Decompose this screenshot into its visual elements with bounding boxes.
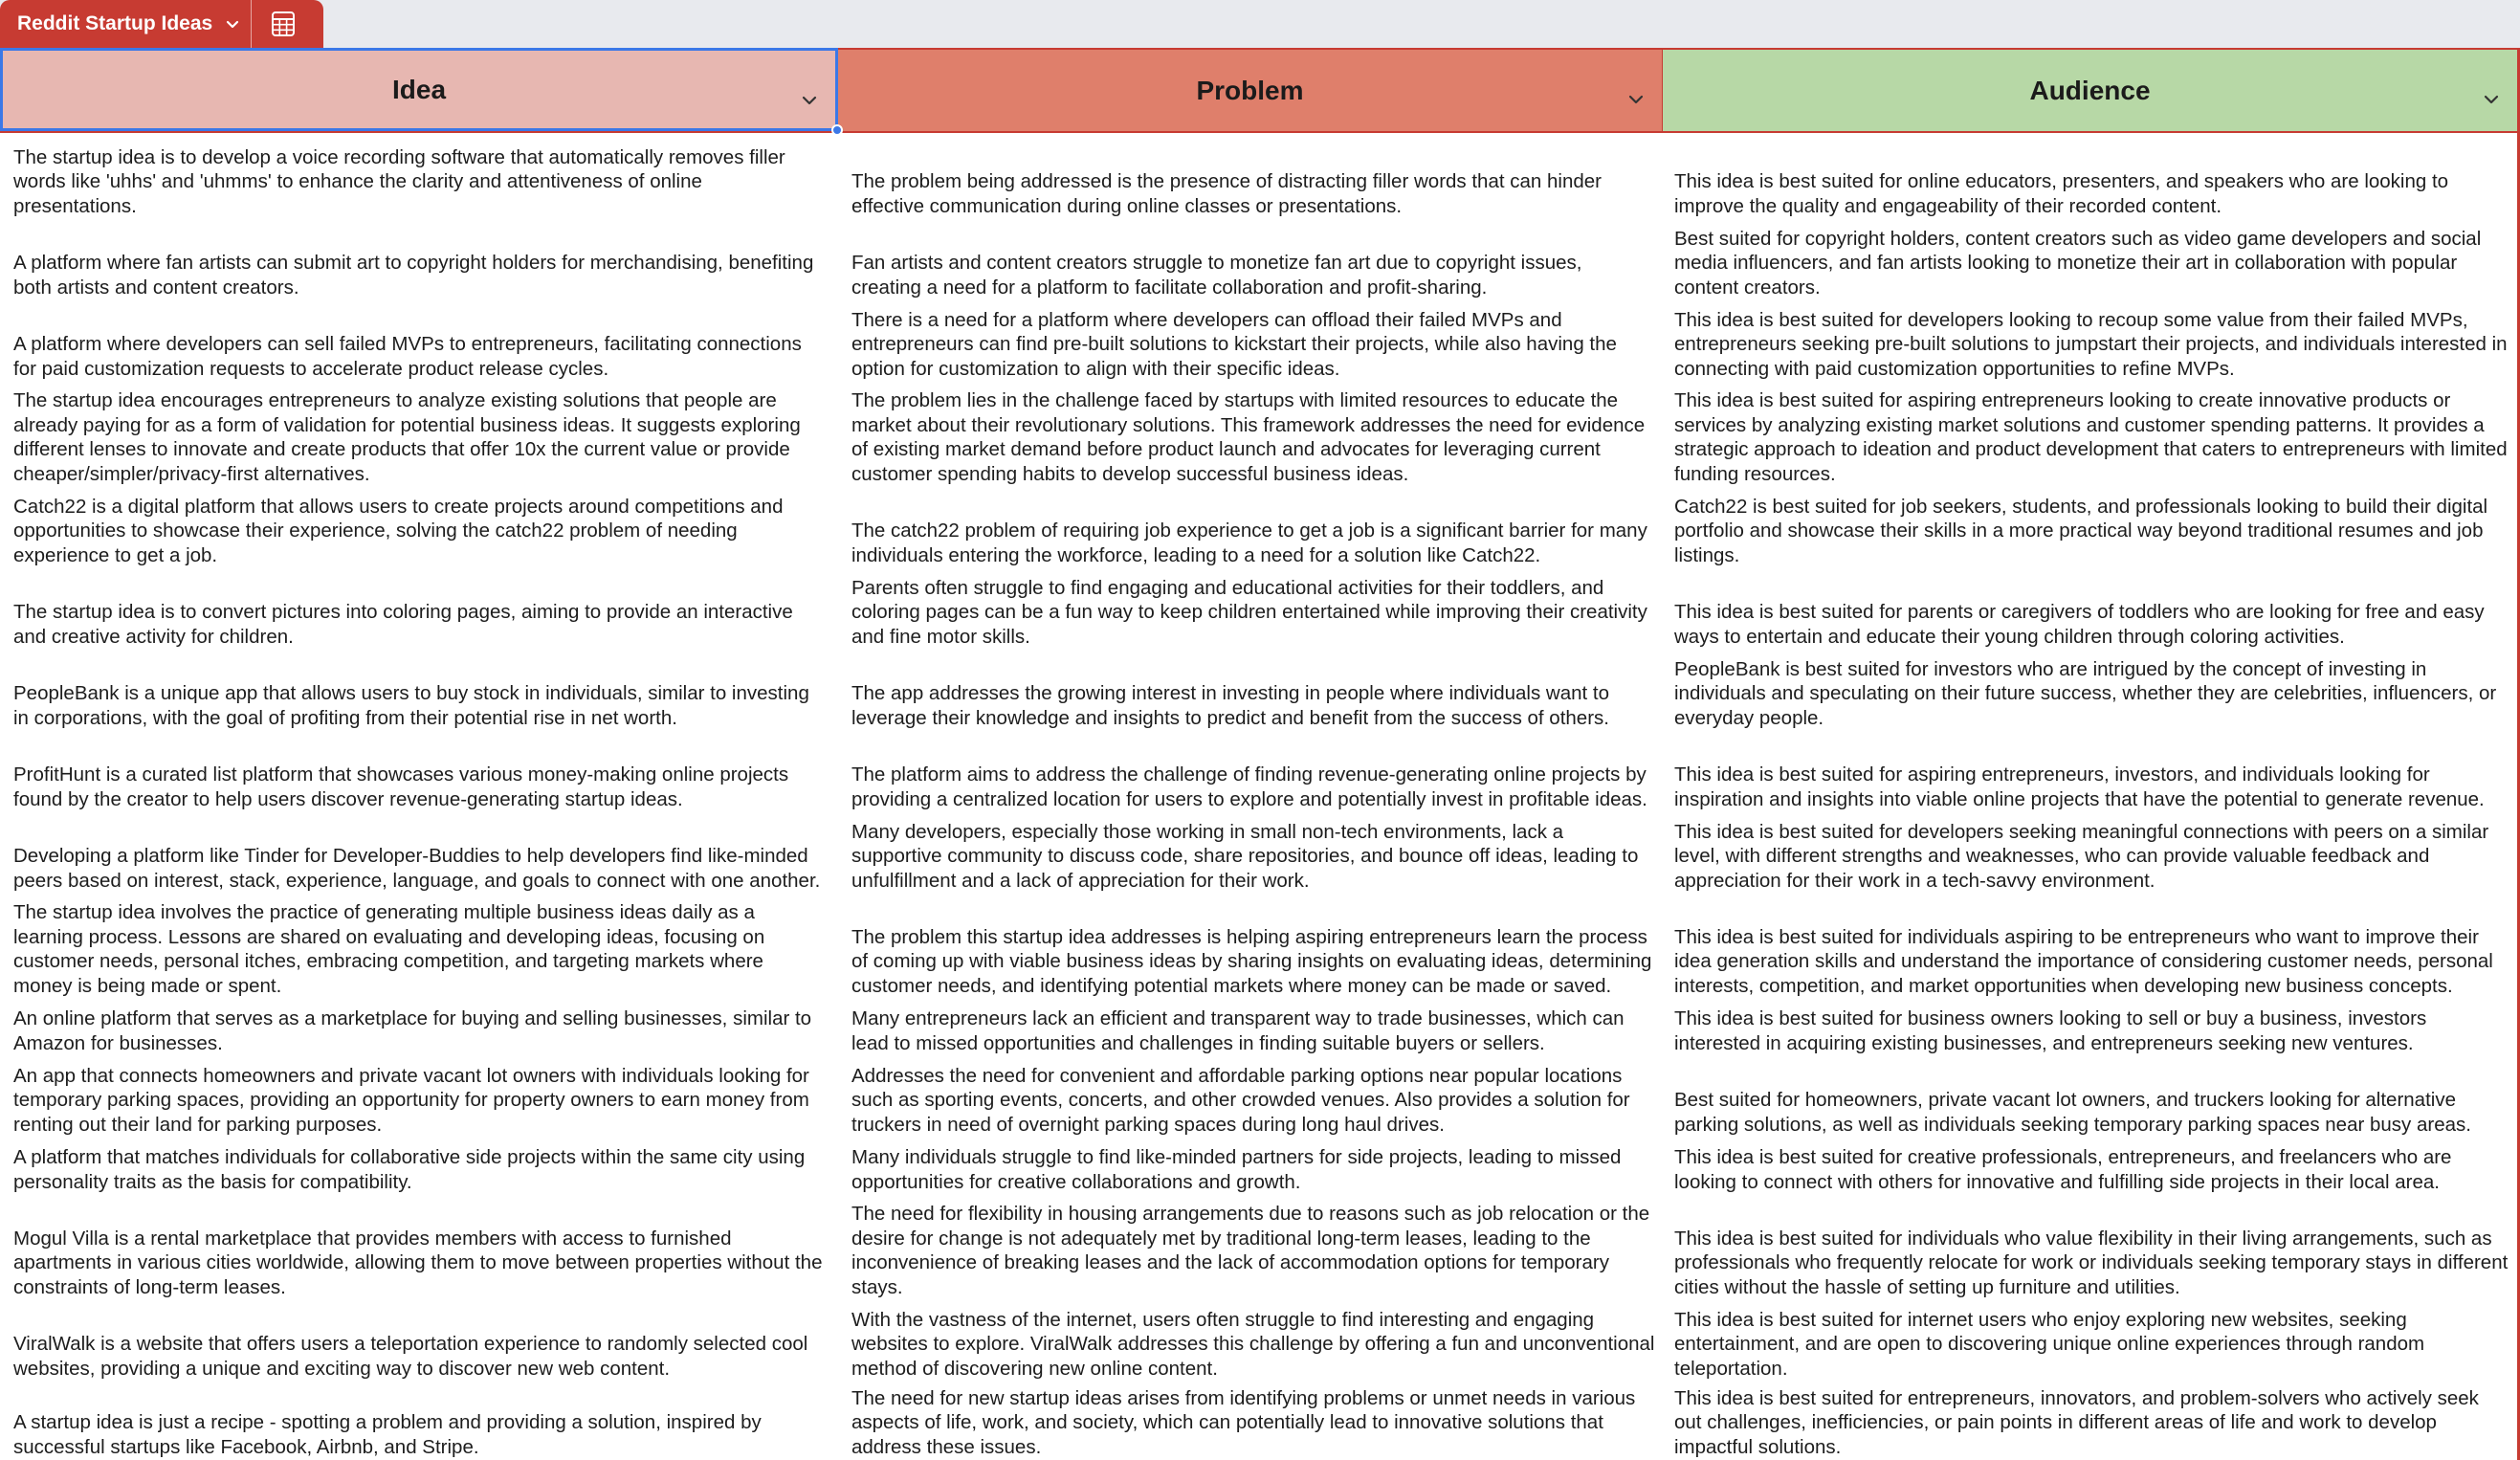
cell-idea[interactable]: A startup idea is just a recipe - spotting a problem and providing a solution, inspired by successful startups like Facebook, Airbnb, and Stripe. [13,1411,762,1458]
cell-audience[interactable]: This idea is best suited for online educators, presenters, and speakers who are looking to improve the quality and engageability of their recorded content. [1674,170,2449,217]
cell-idea[interactable]: The startup idea involves the practice of generating multiple business ideas daily as a learning process. Lessons are shared on evaluating and developing ideas, focusing on customer needs, personal itches, embracing competition, and targeting markets where money is being made or spent. [13,901,765,997]
cell-idea[interactable]: ViralWalk is a website that offers users a teleportation experience to randomly selected cool websites, providing a unique and exciting way to discover new web content. [13,1333,808,1380]
cell-problem[interactable]: Fan artists and content creators struggle to monetize fan art due to copyright issues, creating a need for a platform to facilitate collaboration and profit-sharing. [851,252,1582,299]
cell-problem[interactable]: Many developers, especially those working in small non-tech environments, lack a supportive community to discuss code, share repositories, and bounce off ideas, leading to unfulfillment and a lack of appreciation for their work. [851,820,1639,892]
cell-problem[interactable]: Addresses the need for convenient and affordable parking options near popular locations such as sporting events, concerts, and other crowded venues. Also provides a solution for truckers in need of overnight parking spaces during long haul drives. [851,1064,1630,1136]
cell-problem[interactable]: The platform aims to address the challenge of finding revenue-generating online projects by providing a centralized location for users to explore and potentially invest in profitable ideas. [851,763,1647,810]
cell-idea[interactable]: A platform where developers can sell failed MVPs to entrepreneurs, facilitating connections for paid customization requests to accelerate product release cycles. [13,333,802,380]
table-row[interactable] [0,300,2516,382]
chevron-down-icon[interactable] [1627,81,1645,112]
cell-problem[interactable]: The problem this startup idea addresses is helping aspiring entrepreneurs learn the process of coming up with viable business ideas by sharing insights on evaluating ideas, determining customer needs, and identifying potential markets where money can be made or saved. [851,925,1652,997]
cell-audience[interactable]: Best suited for copyright holders, content creators such as video game developers and social media influencers, and fan artists looking to monetize their art in collaboration with popular content creators. [1674,227,2482,299]
table-tab[interactable] [0,0,323,48]
table-row[interactable] [0,568,2516,650]
cell-audience[interactable]: This idea is best suited for parents or caregivers of toddlers who are looking for free and easy ways to entertain and educate their young children through coloring activities. [1674,601,2485,648]
chevron-down-icon[interactable] [2483,81,2500,112]
cell-idea[interactable]: The startup idea is to develop a voice recording software that automatically removes filler words like 'uhhs' and 'uhmms' to enhance the clarity and attentiveness of online presentations. [13,145,785,217]
cell-problem[interactable]: With the vastness of the internet, users often struggle to find interesting and engaging websites to explore. ViralWalk addresses this challenge by offering a fun and unconventional method of discovering new online content. [851,1308,1655,1380]
cell-audience[interactable]: This idea is best suited for developers looking to recoup some value from their failed MVPs, entrepreneurs seeking pre-built solutions to jumpstart their projects, and individuals interested in connecting with paid customization opportunities to refine MVPs. [1674,308,2508,380]
cell-problem[interactable]: There is a need for a platform where developers can offload their failed MVPs and entrepreneurs can find pre-built solutions to kickstart their projects, while also having the option for customization to align with their specific ideas. [851,308,1617,380]
cell-audience[interactable]: This idea is best suited for entrepreneurs, innovators, and problem-solvers who actively seek out challenges, inefficiencies, or pain points in different areas of life and work to develop impactful solutions. [1674,1386,2479,1458]
table-tab-title: Reddit Startup Ideas [17,12,213,34]
table-body [0,133,2520,1460]
table-row[interactable] [0,133,2516,219]
cell-audience[interactable]: This idea is best suited for aspiring entrepreneurs, investors, and individuals looking for inspiration and insights into viable online projects that have the potential to generate revenue. [1674,763,2485,810]
column-header-audience[interactable] [1662,48,2520,131]
cell-audience[interactable]: PeopleBank is best suited for investors who are intrigued by the concept of investing in individuals and speculating on their future success, whether they are celebrities, influencers, or everyday people. [1674,657,2497,729]
column-header-idea[interactable] [0,48,838,131]
cell-idea[interactable]: The startup idea is to convert pictures into coloring pages, aiming to provide an interactive and creative activity for children. [13,601,793,648]
table-row[interactable] [0,1138,2516,1195]
table-row[interactable] [0,731,2516,812]
cell-problem[interactable]: The problem lies in the challenge faced by startups with limited resources to educate the market about their revolutionary solutions. This framework addresses the need for evidence of existing market demand before product launch and advocates for leveraging current customer spending habits to develop successful business ideas. [851,389,1646,485]
table-row[interactable] [0,487,2516,568]
table-row[interactable] [0,1382,2516,1460]
column-header-label: Problem [1196,75,1304,105]
cell-problem[interactable]: The catch22 problem of requiring job experience to get a job is a significant barrier for many individuals entering the workforce, leading to a need for a solution like Catch22. [851,520,1647,566]
column-header-label: Audience [2029,75,2151,105]
cell-audience[interactable]: This idea is best suited for individuals who value flexibility in their living arrangements, such as professionals who frequently relocate for work or individuals seeking temporary stays in different cities without the hassle of setting up furniture and utilities. [1674,1227,2509,1298]
cell-idea[interactable]: The startup idea encourages entrepreneurs to analyze existing solutions that people are already paying for as a form of validation for potential business ideas. It suggests exploring different lenses to innovate and create products that offer 10x the current value or provide cheaper/simpler/privacy-first alternatives. [13,389,801,485]
table-tab-selector[interactable] [0,0,251,48]
cell-audience[interactable]: This idea is best suited for creative professionals, entrepreneurs, and freelancers who are looking to connect with others for innovative and fulfilling side projects in their local area. [1674,1146,2452,1193]
table-row[interactable] [0,219,2516,300]
table-row[interactable] [0,1056,2516,1138]
cell-problem[interactable]: The need for flexibility in housing arrangements due to reasons such as job relocation or the desire for change is not adequately met by traditional long-term leases, leading to the inconvenience of breaking leases and the lack of accommodation options for temporary stays. [851,1203,1650,1298]
cell-idea[interactable]: An app that connects homeowners and private vacant lot owners with individuals looking for temporary parking spaces, providing an opportunity for property owners to earn money from renting out their land for parking purposes. [13,1064,809,1136]
cell-problem[interactable]: Many entrepreneurs lack an efficient and transparent way to trade businesses, which can lead to missed opportunities and challenges in finding suitable buyers or sellers. [851,1007,1625,1054]
calculator-icon[interactable] [252,0,315,48]
chevron-down-icon [226,12,239,35]
cell-problem[interactable]: The problem being addressed is the presence of distracting filler words that can hinder effective communication during online classes or presentations. [851,170,1602,217]
cell-problem[interactable]: Many individuals struggle to find like-minded partners for side projects, leading to missed opportunities for creative collaborations and growth. [851,1146,1622,1193]
tab-divider [251,0,252,48]
column-header-row [0,48,2520,133]
cell-idea[interactable]: A platform where fan artists can submit art to copyright holders for merchandising, benefiting both artists and content creators. [13,252,814,299]
column-header-problem[interactable] [838,48,1662,131]
table-row[interactable] [0,1195,2516,1300]
cell-audience[interactable]: Catch22 is best suited for job seekers, students, and professionals looking to build their digital portfolio and showcase their skills in a more practical way beyond traditional resumes and job listings. [1674,495,2488,566]
table-row[interactable] [0,894,2516,999]
table-row[interactable] [0,382,2516,487]
table-row[interactable] [0,999,2516,1056]
cell-idea[interactable]: Catch22 is a digital platform that allows users to create projects around competitions and opportunities to showcase their experience, solving the catch22 problem of needing experience to get a job. [13,495,784,566]
table-row[interactable] [0,650,2516,731]
table-row[interactable] [0,812,2516,894]
cell-idea[interactable]: PeopleBank is a unique app that allows users to buy stock in individuals, similar to investing in corporations, with the goal of profiting from their potential rise in net worth. [13,682,809,729]
chevron-down-icon[interactable] [801,82,818,113]
cell-audience[interactable]: This idea is best suited for developers seeking meaningful connections with peers on a similar level, with different strengths and weaknesses, who can provide valuable feedback and appreciation for their work in a tech-savvy environment. [1674,820,2489,892]
cell-idea[interactable]: ProfitHunt is a curated list platform that showcases various money-making online projects found by the creator to help users discover revenue-generating startup ideas. [13,763,789,810]
table-tab-bar [0,0,2520,49]
cell-audience[interactable]: Best suited for homeowners, private vacant lot owners, and truckers looking for alternative parking solutions, as well as individuals seeking temporary parking spaces near busy areas. [1674,1089,2471,1136]
cell-audience[interactable]: This idea is best suited for internet users who enjoy exploring new websites, seeking entertainment, and are open to discovering unique online experiences through random teleportation. [1674,1308,2425,1380]
cell-problem[interactable]: Parents often struggle to find engaging and educational activities for their toddlers, and coloring pages can be a fun way to keep children entertained while improving their creativity and fine motor skills. [851,576,1647,648]
cell-idea[interactable]: A platform that matches individuals for collaborative side projects within the same city using personality traits as the basis for compatibility. [13,1146,806,1193]
cell-audience[interactable]: This idea is best suited for aspiring entrepreneurs looking to create innovative products or services by analyzing existing market solutions and customer spending patterns. It provides a strategic approach to ideation and product development that caters to entrepreneurs with limited funding resources. [1674,389,2508,485]
cell-problem[interactable]: The need for new startup ideas arises from identifying problems or unmet needs in various aspects of life, work, and society, which can potentially lead to innovative solutions that address these issues. [851,1386,1636,1458]
cell-audience[interactable]: This idea is best suited for individuals aspiring to be entrepreneurs who want to improve their idea generation skills and understand the importance of considering customer needs, personal interests, competition, and market opportunities when developing new business concepts. [1674,925,2493,997]
cell-audience[interactable]: This idea is best suited for business owners looking to sell or buy a business, investors interested in acquiring existing businesses, and entrepreneurs seeking new ventures. [1674,1007,2427,1054]
cell-idea[interactable]: An online platform that serves as a marketplace for buying and selling businesses, similar to Amazon for businesses. [13,1007,812,1054]
cell-problem[interactable]: The app addresses the growing interest in investing in people where individuals want to leverage their knowledge and insights to predict and benefit from the success of others. [851,682,1610,729]
column-header-label: Idea [391,74,447,104]
table-row[interactable] [0,1300,2516,1382]
cell-idea[interactable]: Developing a platform like Tinder for Developer-Buddies to help developers find like-minded peers based on interest, stack, experience, language, and goals to connect with one another. [13,845,821,892]
cell-idea[interactable]: Mogul Villa is a rental marketplace that provides members with access to furnished apartments in various cities worldwide, allowing them to move between properties without the constraints of long-term leases. [13,1227,823,1298]
